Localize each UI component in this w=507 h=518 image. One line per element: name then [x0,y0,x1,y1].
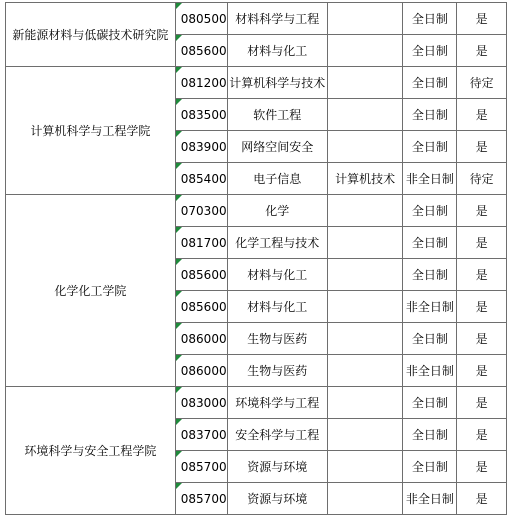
status-flag-cell: 是 [457,483,507,515]
study-mode-cell: 非全日制 [403,291,457,323]
status-flag-cell: 是 [457,451,507,483]
research-direction-cell [327,355,403,387]
table-row [6,387,507,419]
research-direction-cell [327,387,403,419]
program-code-cell: 086000 [175,323,227,355]
status-flag-cell: 是 [457,323,507,355]
program-code-cell: 085700 [175,451,227,483]
status-flag-cell: 待定 [457,163,507,195]
major-name-cell: 计算机科学与技术 [227,67,327,99]
program-code-cell: 081200 [175,67,227,99]
program-code-cell: 081700 [175,227,227,259]
program-code-cell: 083500 [175,99,227,131]
study-mode-cell: 全日制 [403,323,457,355]
status-flag-cell: 是 [457,259,507,291]
major-name-cell: 材料科学与工程 [227,3,327,35]
study-mode-cell: 全日制 [403,259,457,291]
study-mode-cell: 全日制 [403,195,457,227]
research-direction-cell: 计算机技术 [327,163,403,195]
program-code-cell: 085600 [175,291,227,323]
major-name-cell: 材料与化工 [227,259,327,291]
program-code-cell: 070300 [175,195,227,227]
study-mode-cell: 全日制 [403,35,457,67]
status-flag-cell: 是 [457,131,507,163]
table-row [6,195,507,227]
study-mode-cell: 非全日制 [403,483,457,515]
study-mode-cell: 全日制 [403,419,457,451]
major-name-cell: 电子信息 [227,163,327,195]
major-name-cell: 网络空间安全 [227,131,327,163]
program-code-cell: 085600 [175,259,227,291]
college-name-cell: 环境科学与安全工程学院 [6,387,176,515]
research-direction-cell [327,131,403,163]
study-mode-cell: 非全日制 [403,163,457,195]
research-direction-cell [327,67,403,99]
college-name-cell: 新能源材料与低碳技术研究院 [6,3,176,67]
next-section-edge [5,514,507,518]
status-flag-cell: 是 [457,387,507,419]
major-name-cell: 材料与化工 [227,35,327,67]
status-flag-cell: 是 [457,227,507,259]
major-name-cell: 化学 [227,195,327,227]
admissions-table [5,2,507,515]
program-code-cell: 086000 [175,355,227,387]
research-direction-cell [327,259,403,291]
college-name-cell: 化学化工学院 [6,195,176,387]
program-code-cell: 083900 [175,131,227,163]
research-direction-cell [327,483,403,515]
major-name-cell: 资源与环境 [227,483,327,515]
research-direction-cell [327,227,403,259]
program-code-cell: 085600 [175,35,227,67]
status-flag-cell: 是 [457,195,507,227]
research-direction-cell [327,35,403,67]
status-flag-cell: 是 [457,99,507,131]
major-name-cell: 生物与医药 [227,323,327,355]
study-mode-cell: 非全日制 [403,355,457,387]
program-code-cell: 085700 [175,483,227,515]
research-direction-cell [327,419,403,451]
research-direction-cell [327,99,403,131]
research-direction-cell [327,195,403,227]
major-name-cell: 材料与化工 [227,291,327,323]
program-code-cell: 083700 [175,419,227,451]
status-flag-cell: 是 [457,291,507,323]
study-mode-cell: 全日制 [403,3,457,35]
study-mode-cell: 全日制 [403,227,457,259]
study-mode-cell: 全日制 [403,99,457,131]
status-flag-cell: 是 [457,419,507,451]
college-name-cell: 计算机科学与工程学院 [6,67,176,195]
table-row [6,3,507,35]
major-name-cell: 软件工程 [227,99,327,131]
program-code-cell: 083000 [175,387,227,419]
study-mode-cell: 全日制 [403,67,457,99]
study-mode-cell: 全日制 [403,451,457,483]
status-flag-cell: 待定 [457,67,507,99]
status-flag-cell: 是 [457,35,507,67]
status-flag-cell: 是 [457,3,507,35]
table-row [6,67,507,99]
program-code-cell: 085400 [175,163,227,195]
major-name-cell: 环境科学与工程 [227,387,327,419]
program-code-cell: 080500 [175,3,227,35]
study-mode-cell: 全日制 [403,387,457,419]
major-name-cell: 生物与医药 [227,355,327,387]
study-mode-cell: 全日制 [403,131,457,163]
status-flag-cell: 是 [457,355,507,387]
research-direction-cell [327,3,403,35]
research-direction-cell [327,323,403,355]
research-direction-cell [327,291,403,323]
research-direction-cell [327,451,403,483]
major-name-cell: 资源与环境 [227,451,327,483]
major-name-cell: 化学工程与技术 [227,227,327,259]
table-body [6,3,507,515]
major-name-cell: 安全科学与工程 [227,419,327,451]
